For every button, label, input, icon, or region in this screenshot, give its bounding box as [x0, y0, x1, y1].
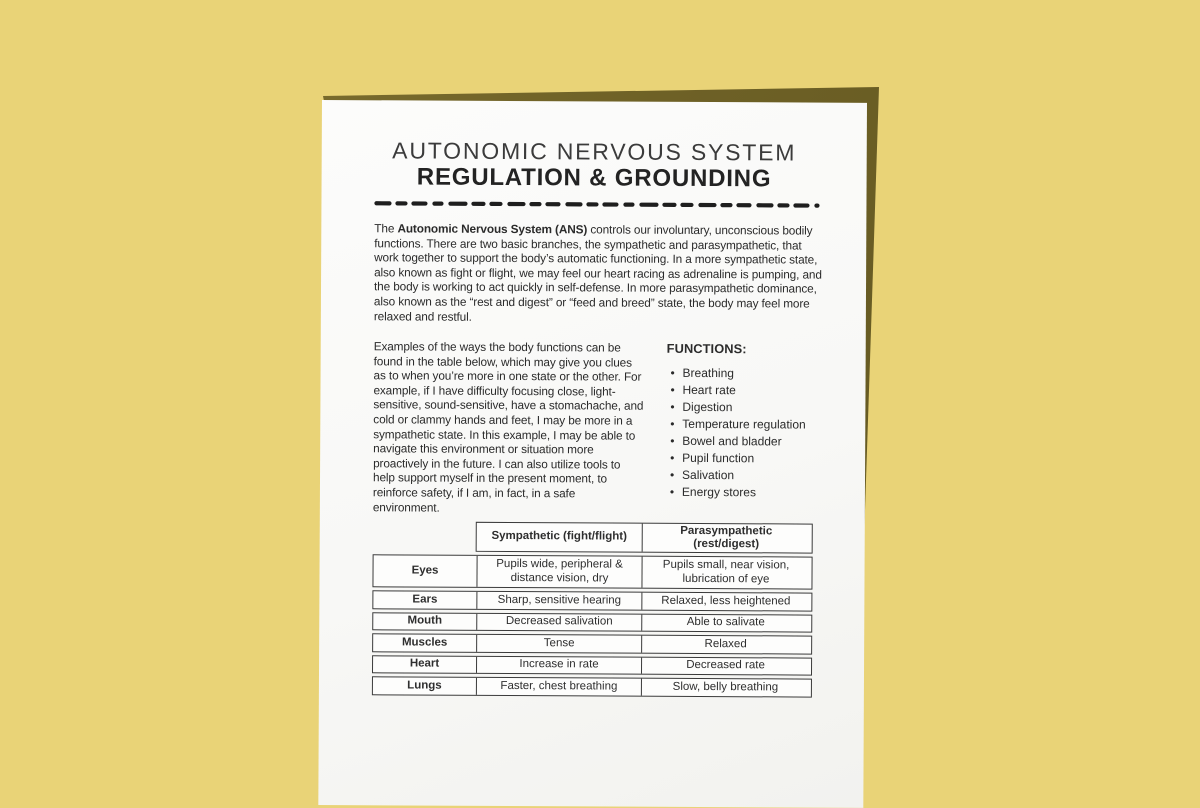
intro-paragraph [374, 221, 823, 326]
worksheet-page [318, 100, 867, 808]
row-label: Ears [412, 592, 438, 606]
parasympathetic-cell: Decreased rate [641, 657, 809, 674]
intro-prefix: The [374, 221, 398, 236]
sympathetic-cell: Pupils wide, peripheral & distance vision, dry [476, 556, 641, 588]
parasympathetic-cell: Pupils small, near vision, lubrication of eye [641, 557, 809, 589]
functions-section [666, 341, 827, 503]
page-title: AUTONOMIC NERVOUS SYSTEM [392, 137, 797, 166]
table-row [372, 554, 812, 589]
row-label: Muscles [401, 635, 448, 649]
column-header-parasympathetic: Parasympathetic (rest/digest) [642, 524, 810, 553]
table-row [372, 676, 812, 697]
column-header-sympathetic: Sympathetic (fight/flight) [491, 530, 627, 543]
table-row [372, 590, 812, 611]
table-row [372, 612, 812, 633]
sympathetic-cell: Decreased salivation [476, 613, 641, 630]
row-label: Heart [409, 657, 440, 670]
functions-heading: FUNCTIONS: [666, 340, 747, 357]
list-item: • Heart rate [666, 383, 826, 398]
row-label: Mouth [407, 614, 443, 627]
table-row [372, 655, 812, 676]
table-row [372, 633, 812, 654]
list-item: • Digestion [666, 400, 826, 415]
dashed-divider [374, 199, 819, 209]
ans-comparison-table [372, 521, 813, 700]
list-item: • Pupil function [666, 451, 826, 466]
parasympathetic-cell: Slow, belly breathing [641, 679, 809, 696]
list-item: • Breathing [667, 366, 827, 381]
intro-rest: controls our involuntary, unconscious bodily functions. There are two basic branches, the sympathetic and parasympathetic, that work together to support the body’s automatic functioning. In a more sympathetic state, also known as fight or flight, we may feel our heart racing as adrenaline is pumping, and the body is working to act quickly in self-defense. In more parasympathetic dominance, also known as the “rest and digest” or “feed and breed” state, the body may feel more relaxed and restful. [373, 222, 822, 324]
sympathetic-cell: Increase in rate [476, 656, 641, 673]
list-item: • Energy stores [666, 485, 826, 500]
list-item: • Temperature regulation [666, 417, 826, 432]
sympathetic-cell: Faster, chest breathing [476, 678, 641, 695]
row-label: Lungs [407, 678, 442, 692]
examples-paragraph: Examples of the ways the body functions can be found in the table below, which may give you clues as to when you’re more in one state or the other. For example, if I have difficulty focusing close, light-sensitive, sound-sensitive, have a stomachache, and cold or clammy hands and feet, I may be more in a sympathetic state. In this example, I may be able to navigate this environment or situation more proactively in the future. I can also utilize tools to help support myself in the present moment, to reinforce safety, if I am, in fact, in a safe environment. [372, 339, 644, 515]
list-item: • Bowel and bladder [666, 434, 826, 449]
parasympathetic-cell: Relaxed, less heightened [641, 593, 809, 610]
sympathetic-cell: Sharp, sensitive hearing [476, 592, 641, 609]
row-label: Eyes [411, 564, 439, 577]
table-header-row [476, 522, 813, 554]
intro-bold-term: Autonomic Nervous System (ANS) [397, 221, 588, 237]
functions-list [666, 366, 827, 500]
parasympathetic-cell: Relaxed [641, 636, 809, 653]
page-subtitle: REGULATION & GROUNDING [416, 163, 772, 193]
parasympathetic-cell: Able to salivate [641, 614, 809, 631]
sympathetic-cell: Tense [476, 635, 641, 652]
list-item: • Salivation [666, 468, 826, 483]
